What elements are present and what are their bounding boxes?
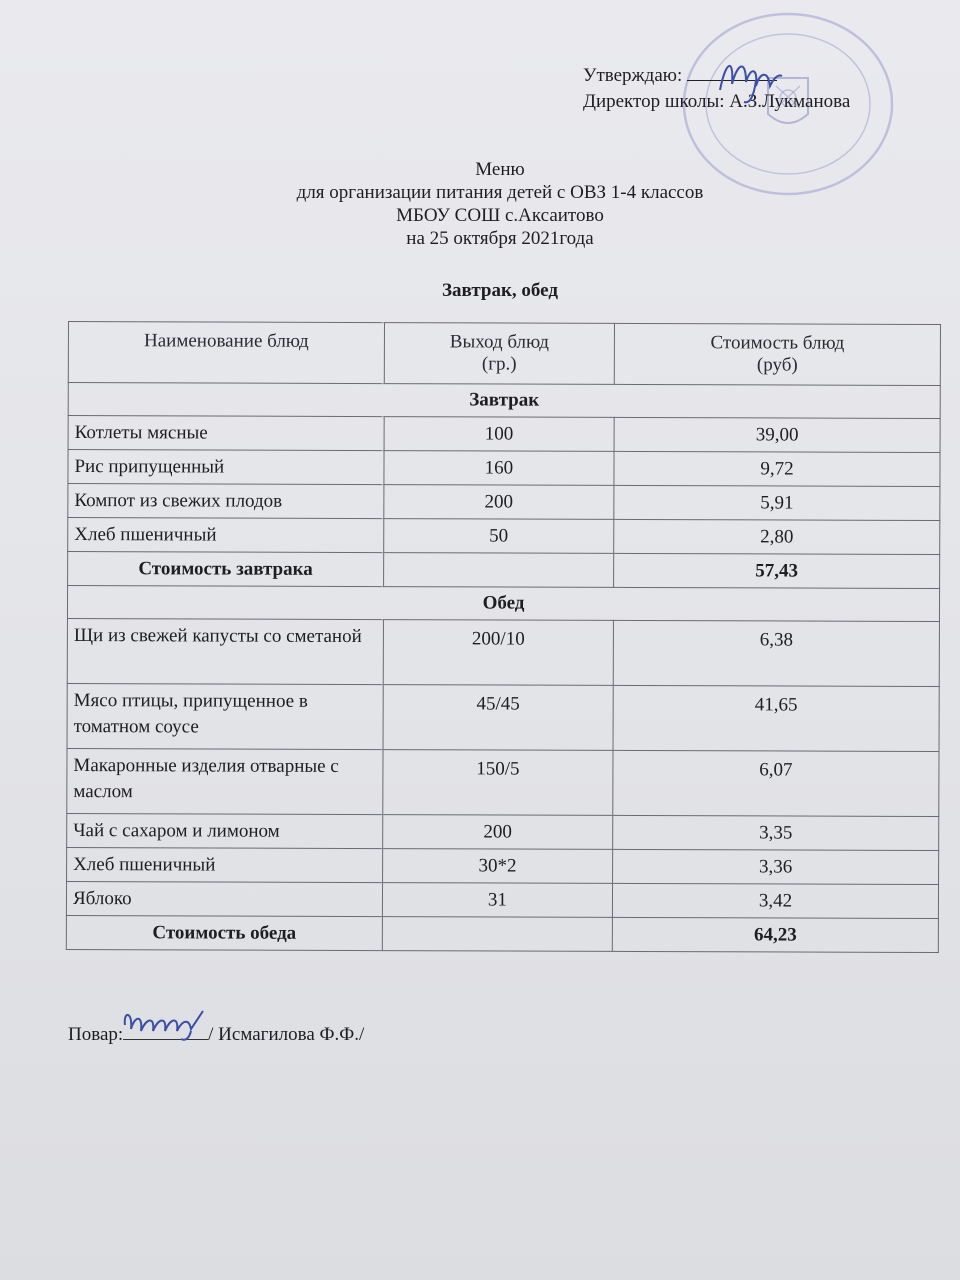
table-row [67,618,939,686]
director-name: А.З.Лукманова [729,91,851,112]
school-name: МБОУ СОШ с.Аксаитово [396,205,604,226]
empty-cell [383,553,613,588]
dish-name: Яблоко [66,881,382,916]
dish-cost: 9,72 [614,451,940,486]
table-row [68,450,940,487]
breakfast-total-label: Стоимость завтрака [68,552,384,587]
dish-weight: 30*2 [382,849,612,884]
dish-weight: 100 [384,417,614,452]
table-row [68,518,940,555]
dish-cost: 41,65 [613,685,939,751]
dish-cost: 6,07 [613,750,939,816]
director-label: Директор школы: [583,91,725,112]
table-header-row [68,322,940,386]
dish-weight: 200/10 [383,620,613,686]
table-row [66,881,938,918]
breakfast-total-row [68,552,940,589]
dish-name: Чай с сахаром и лимоном [67,813,383,848]
column-header-text: (руб) [756,354,798,376]
menu-date: на 25 октября 2021года [406,228,594,249]
section-lunch: Обед [67,586,939,622]
dish-cost: 3,42 [612,883,938,918]
dish-cost: 2,80 [614,519,940,554]
table-row [67,748,939,816]
dish-weight: 160 [384,451,614,486]
section-breakfast: Завтрак [68,383,940,419]
dish-name: Щи из свежей капусты со сметаной [67,618,383,684]
dish-weight: 31 [382,883,612,918]
dish-name: Хлеб пшеничный [67,847,383,882]
breakfast-total-value: 57,43 [614,553,940,588]
lunch-total-value: 64,23 [612,917,938,952]
dish-weight: 150/5 [383,750,613,816]
dish-weight: 45/45 [383,685,613,751]
dish-name: Компот из свежих плодов [68,484,384,519]
table-row [68,416,940,453]
dish-weight: 200 [384,485,614,520]
dish-weight: 200 [383,815,613,850]
cook-name: / Исмагилова Ф.Ф./ [208,1024,365,1045]
dish-weight: 50 [384,519,614,554]
dish-name: Мясо птицы, припущенное в томатном соусе [67,683,383,749]
dish-cost: 6,38 [613,620,939,686]
table-row [67,813,939,850]
dish-name: Макаронные изделия отварные с маслом [67,748,383,814]
cook-label: Повар: [68,1024,124,1045]
column-header-cost [614,323,940,385]
menu-table [66,321,941,953]
table-row [67,683,939,751]
approve-label: Утверждаю: [583,65,683,86]
table-row [68,484,940,521]
director-signature [716,50,786,106]
dish-name: Котлеты мясные [68,416,384,451]
dish-name: Хлеб пшеничный [68,518,384,553]
menu-header [230,158,770,250]
cook-signature-line [68,1019,364,1046]
dish-name: Рис припущенный [68,450,384,485]
column-header-text: (гр.) [481,353,517,375]
dish-cost: 3,36 [613,849,939,884]
dish-cost: 5,91 [614,485,940,520]
lunch-total-row [66,915,938,952]
menu-title: Меню [475,159,525,180]
dish-cost: 39,00 [614,417,940,452]
dish-cost: 3,35 [613,815,939,850]
empty-cell [382,917,612,952]
lunch-total-label: Стоимость обеда [66,915,382,950]
column-header-weight [384,323,614,385]
column-header-dish: Наименование блюд [68,322,384,384]
column-header-text: Выход блюд [449,331,549,353]
cook-signature [123,1019,208,1040]
column-header-text: Стоимость блюд [710,332,845,354]
menu-subtitle: для организации питания детей с ОВЗ 1-4 классов [296,182,704,203]
table-row [67,847,939,884]
meals-title: Завтрак, обед [442,280,558,301]
